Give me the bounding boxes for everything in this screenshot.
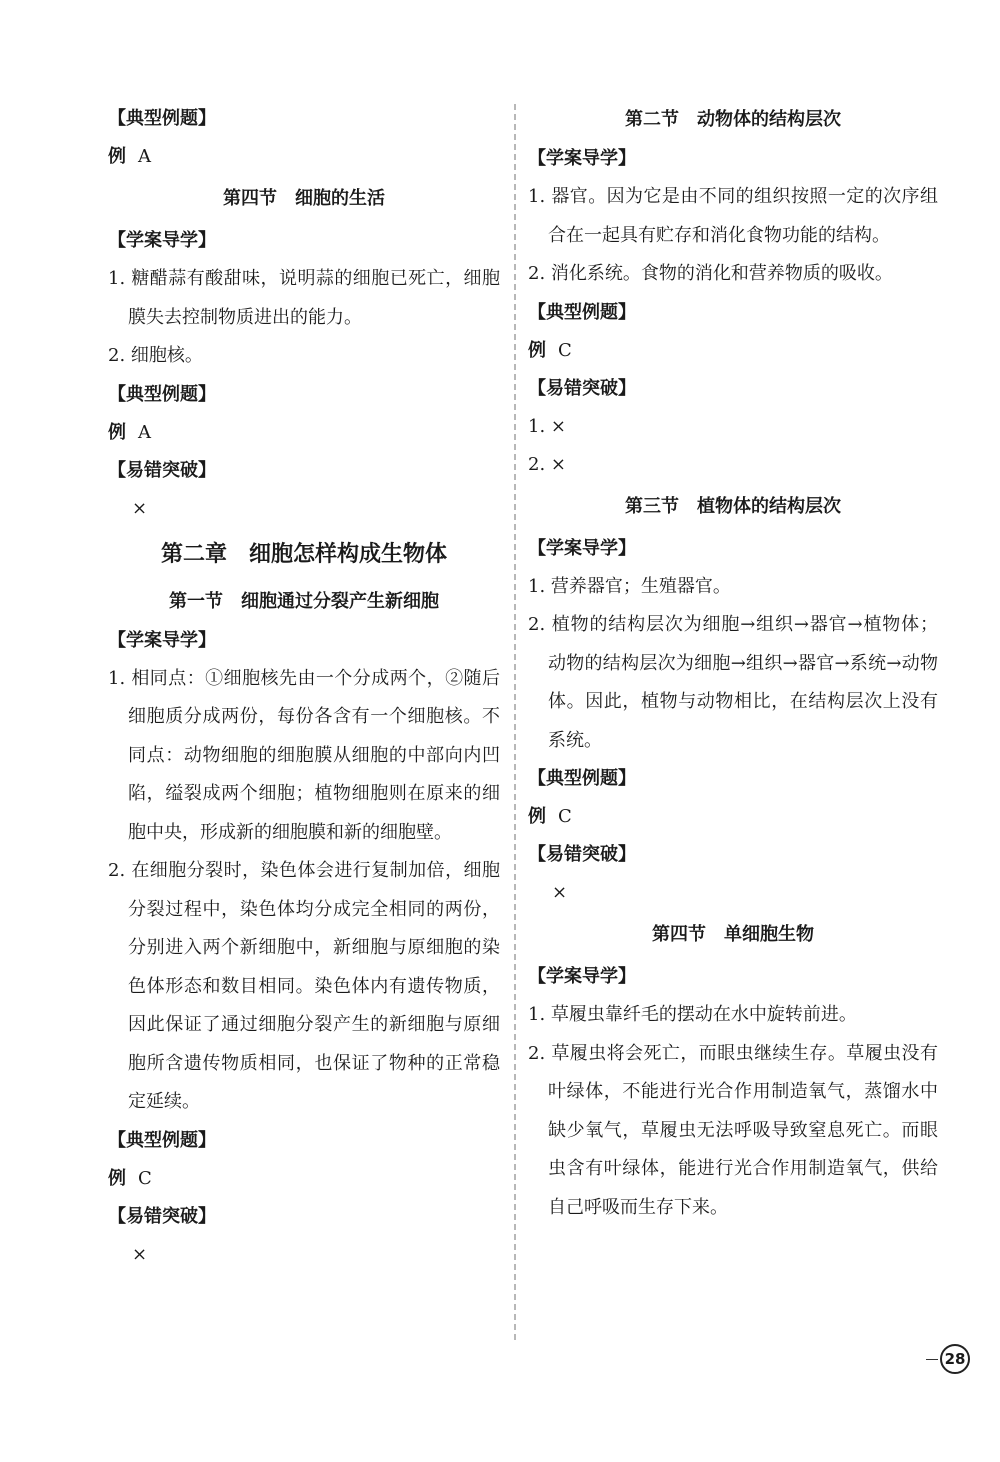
example-answer: 例 A [108,421,151,443]
example-answer: 例 C [108,1167,152,1189]
list-item: 2. 在细胞分裂时，染色体会进行复制加倍，细胞分裂过程中，染色体均分成完全相同的两份，分别进入两个新细胞中，新细胞与原细胞的染色体形态和数目相同。染色体内有遗传物质，因此保证了通过细胞分裂产生的新细胞与原细胞所含遗传物质相同，也保证了物种的正常稳定延续。 [108,860,500,1112]
list-item: 2. 植物的结构层次为细胞→组织→器官→植物体；动物的结构层次为细胞→组织→器官→系统→动物体。因此，植物与动物相比，在结构层次上没有系统。 [528,614,938,751]
section-heading: 【典型例题】 [108,108,216,129]
example-answer: 例 C [528,806,572,827]
page-number-badge: 28 [940,1344,970,1374]
list-item: 1. 器官。因为它是由不同的组织按照一定的次序组合在一起具有贮存和消化食物功能的结构。 [528,186,938,246]
list-item: 2. × [528,453,566,475]
section-heading: 【典型例题】 [528,768,636,789]
error-mark: × [132,497,148,519]
section-heading: 【易错突破】 [528,377,636,399]
section-title: 第三节 植物体的结构层次 [625,495,841,517]
example-answer: 例 A [108,146,151,167]
section-heading: 【典型例题】 [108,383,216,405]
list-item: 1. 营养器官；生殖器官。 [528,575,731,597]
section-heading: 【典型例题】 [108,1129,216,1151]
section-heading: 【易错突破】 [108,1205,216,1227]
section-title: 第一节 细胞通过分裂产生新细胞 [169,590,439,612]
page-number-dash [926,1359,938,1360]
list-item: 1. 草履虫靠纤毛的摆动在水中旋转前进。 [528,1004,857,1025]
section-heading: 【学案导学】 [108,629,216,651]
section-heading: 【易错突破】 [528,844,636,865]
error-mark: × [552,882,568,903]
section-heading: 【典型例题】 [528,301,636,323]
list-item: 1. 相同点：①细胞核先由一个分成两个，②随后细胞质分成两份，每份各含有一个细胞核。不同点：动物细胞的细胞膜从细胞的中部向内凹陷，缢裂成两个细胞；植物细胞则在原来的细胞中央，形成新的细胞膜和新的细胞壁。 [108,667,500,843]
chapter-title: 第二章 细胞怎样构成生物体 [160,541,447,567]
right-column [528,100,938,1227]
section-heading: 【学案导学】 [108,230,216,251]
column-divider [514,104,516,1340]
list-item: 1. 糖醋蒜有酸甜味，说明蒜的细胞已死亡，细胞膜失去控制物质进出的能力。 [108,268,500,328]
left-column [108,100,500,1274]
section-title: 第四节 单细胞生物 [652,924,814,945]
list-item: 2. 消化系统。食物的消化和营养物质的吸收。 [528,263,893,284]
list-item: 2. 草履虫将会死亡，而眼虫继续生存。草履虫没有叶绿体，不能进行光合作用制造氧气，蒸馏水中缺少氧气，草履虫无法呼吸导致窒息死亡。而眼虫含有叶绿体，能进行光合作用制造氧气，供给自己呼吸而生存下来。 [528,1042,938,1218]
section-heading: 【学案导学】 [528,537,636,559]
error-mark: × [132,1243,148,1265]
section-heading: 【易错突破】 [108,459,216,481]
section-title: 第二节 动物体的结构层次 [625,109,841,130]
section-heading: 【学案导学】 [528,148,636,169]
section-heading: 【学案导学】 [528,966,636,987]
page-number [926,1344,970,1374]
list-item: 1. × [528,415,566,437]
list-item: 2. 细胞核。 [108,345,203,366]
section-title: 第四节 细胞的生活 [223,188,385,209]
example-answer: 例 C [528,339,572,361]
